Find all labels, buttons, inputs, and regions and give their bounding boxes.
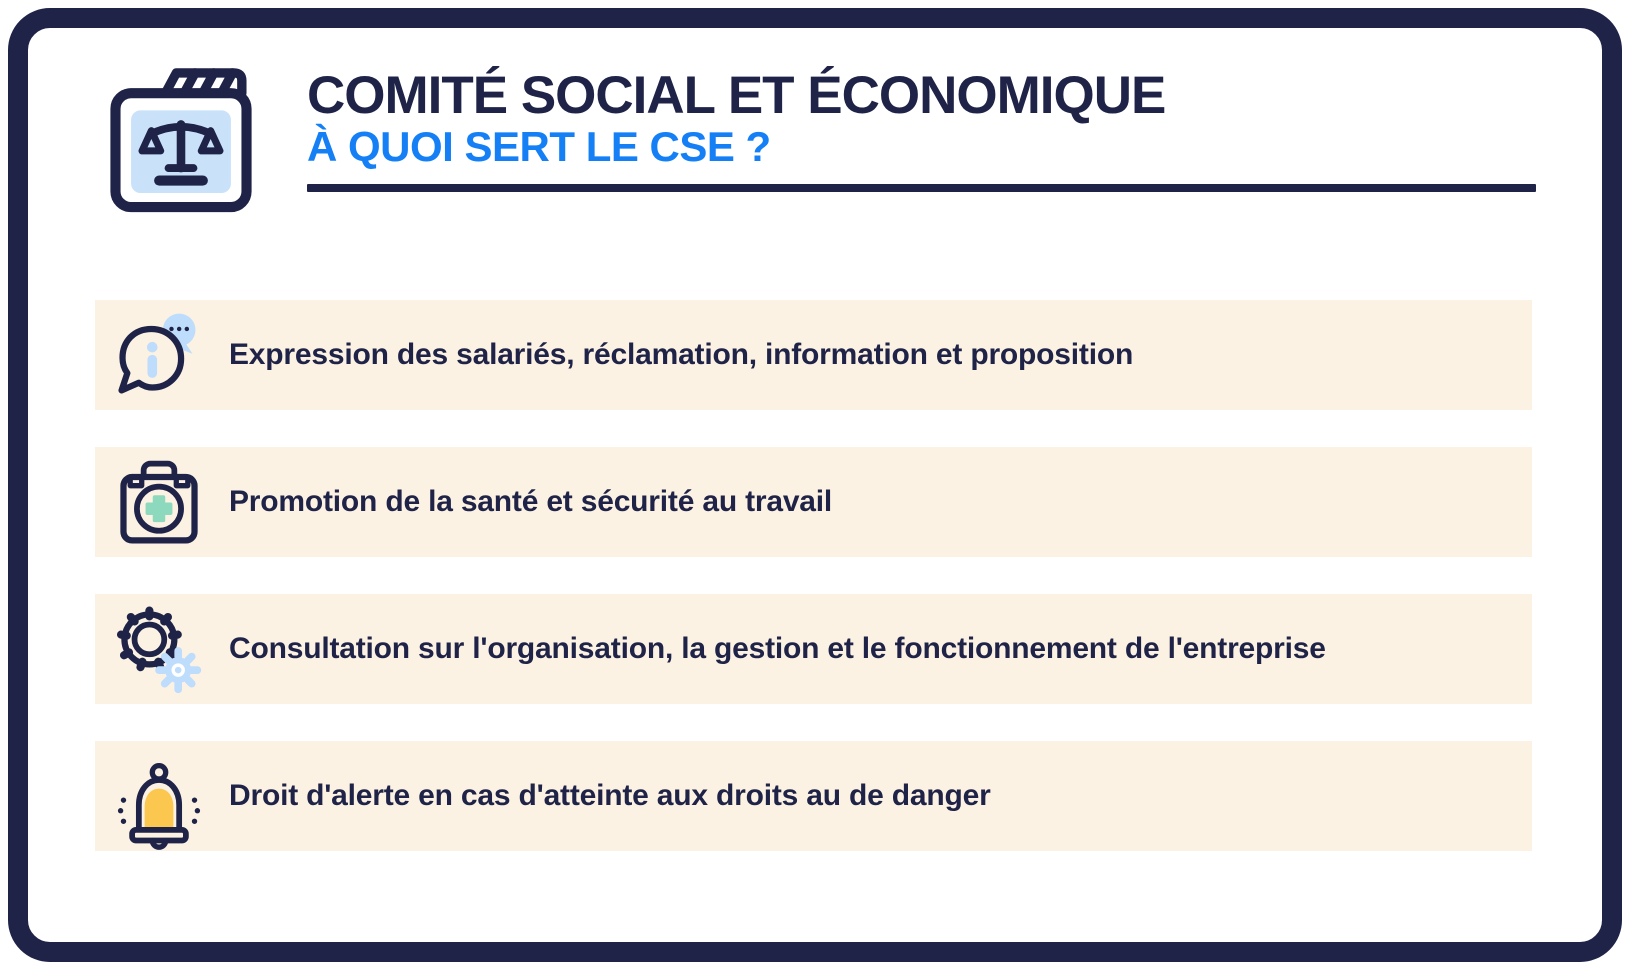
row-text: Promotion de la santé et sécurité au travail bbox=[229, 485, 833, 518]
alert-bell-icon bbox=[111, 756, 207, 852]
medkit-icon bbox=[111, 454, 207, 550]
header-divider bbox=[307, 184, 1536, 192]
benefit-row-expression bbox=[95, 300, 1532, 410]
benefit-list bbox=[95, 300, 1532, 888]
header bbox=[95, 62, 1536, 218]
folder-scales-icon bbox=[95, 62, 267, 218]
gears-icon bbox=[111, 601, 207, 697]
benefit-row-alerte bbox=[95, 741, 1532, 851]
row-text: Consultation sur l'organisation, la gestion et le fonctionnement de l'entreprise bbox=[229, 632, 1326, 665]
benefit-row-sante bbox=[95, 447, 1532, 557]
chat-info-icon bbox=[111, 304, 207, 400]
row-text: Expression des salariés, réclamation, information et proposition bbox=[229, 338, 1134, 371]
header-text bbox=[307, 62, 1536, 192]
page-subtitle: À QUOI SERT LE CSE ? bbox=[307, 123, 771, 171]
row-text: Droit d'alerte en cas d'atteinte aux droits au de danger bbox=[229, 779, 991, 812]
page-title: COMITÉ SOCIAL ET ÉCONOMIQUE bbox=[307, 66, 1166, 125]
benefit-row-consultation bbox=[95, 594, 1532, 704]
